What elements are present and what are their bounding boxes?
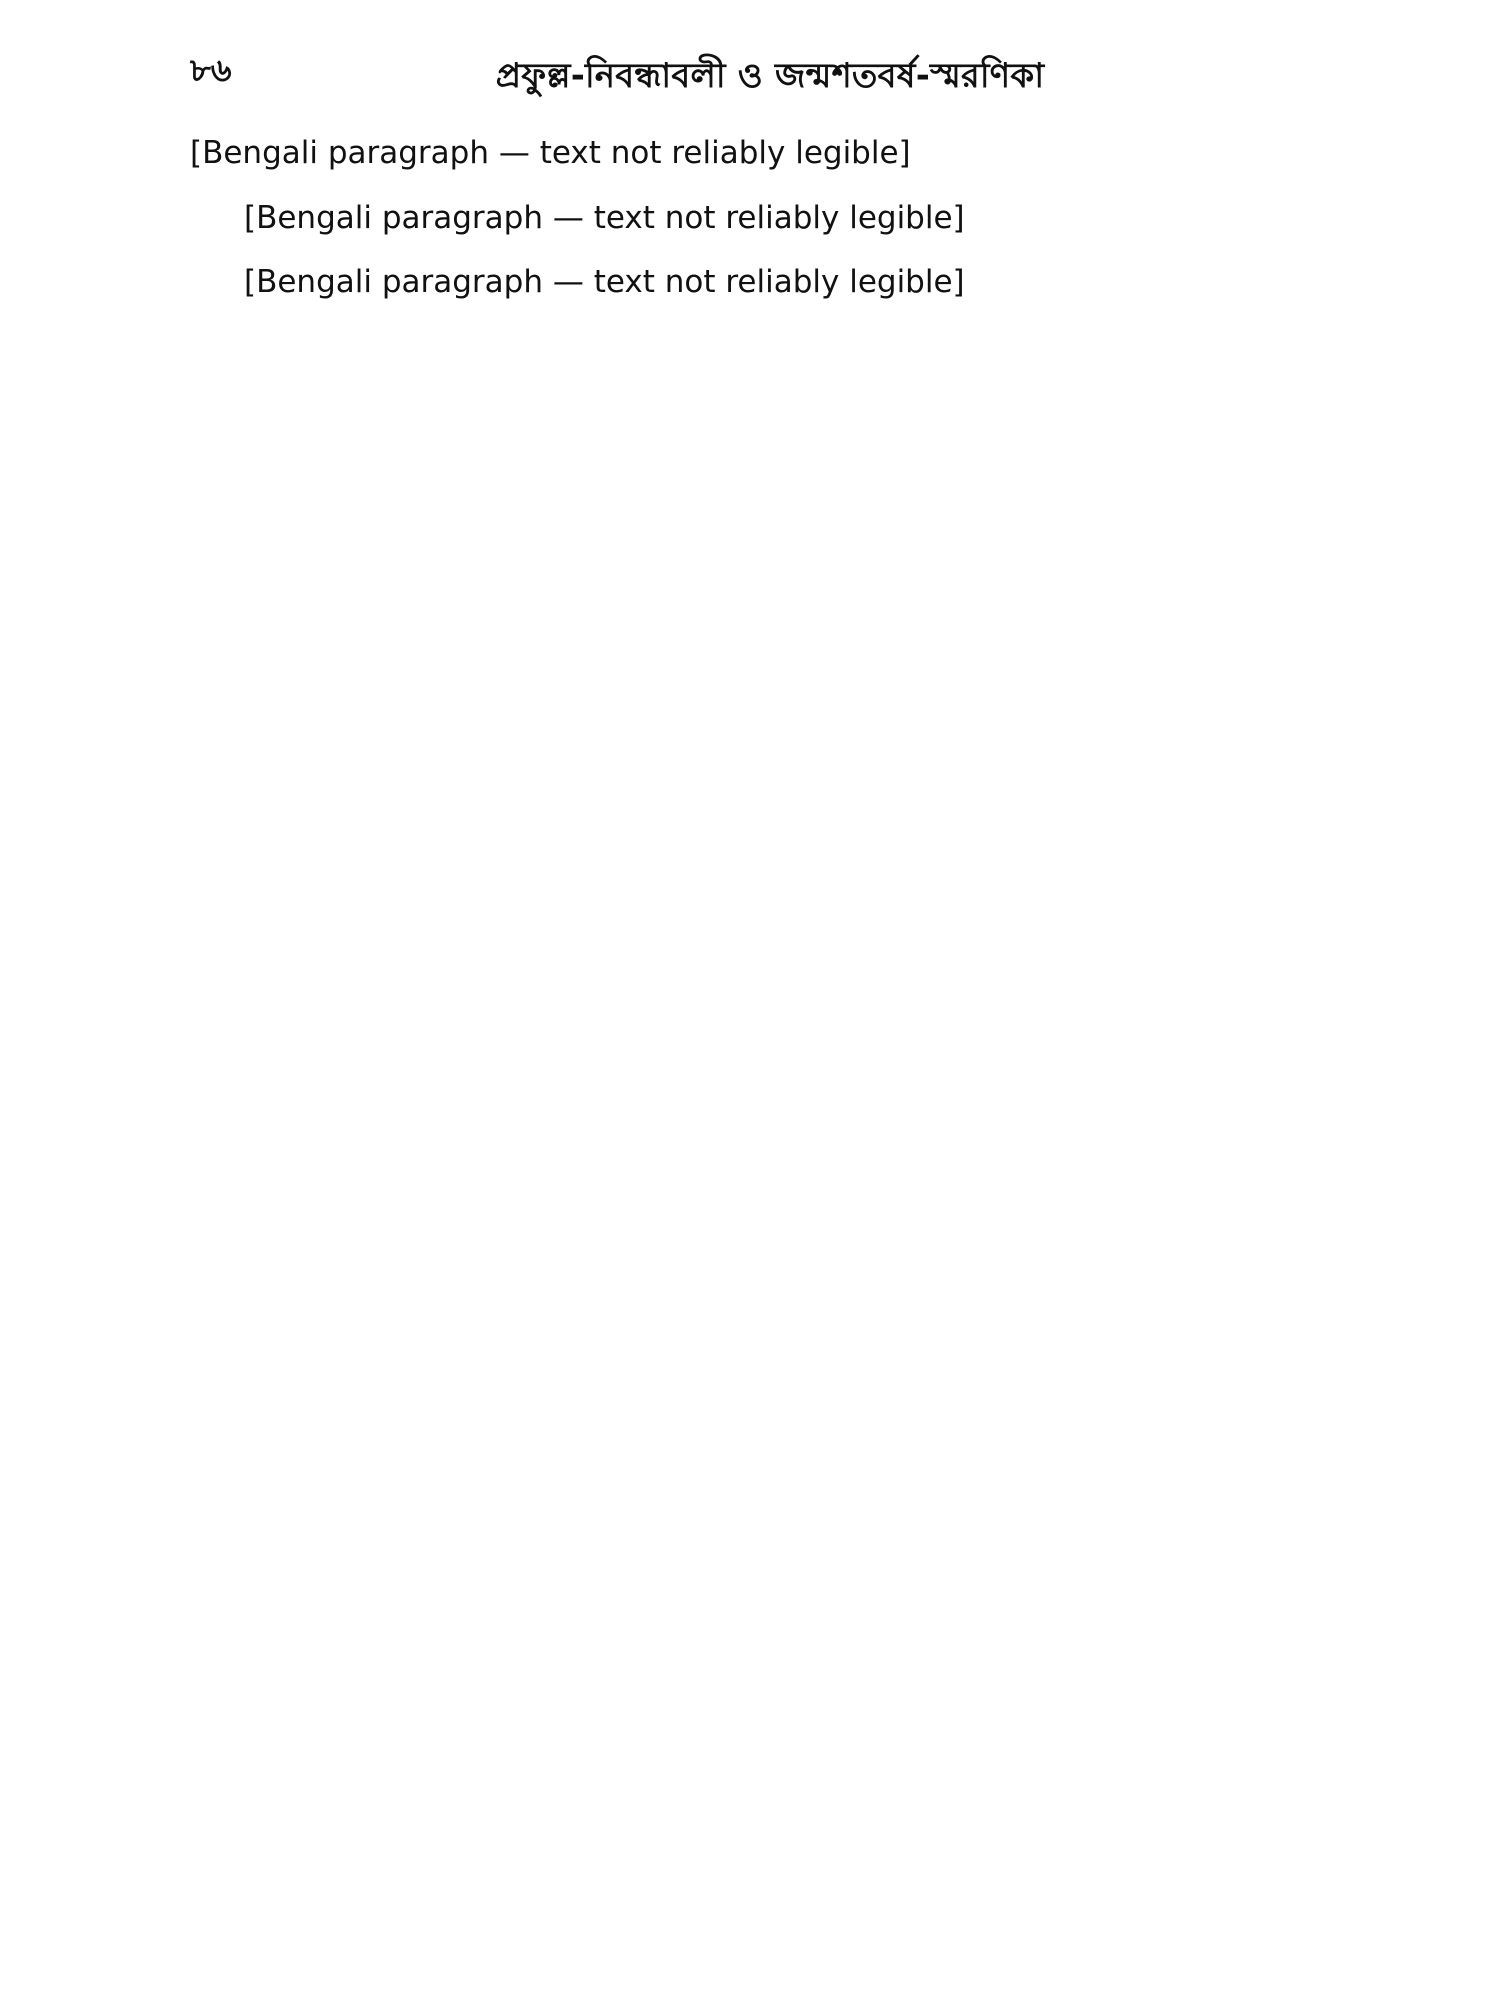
page-body [190,130,1350,306]
page-header [190,50,1350,102]
paragraph-3: [Bengali paragraph — text not reliably legible] [244,264,965,300]
paragraph-1: [Bengali paragraph — text not reliably legible] [190,135,911,171]
page-number: ৮৬ [190,51,232,89]
running-head: প্রফুল্ল-নিবন্ধাবলী ও জন্মশতবর্ষ-স্মরণিকা [495,56,1045,96]
paragraph-2: [Bengali paragraph — text not reliably legible] [244,199,965,236]
